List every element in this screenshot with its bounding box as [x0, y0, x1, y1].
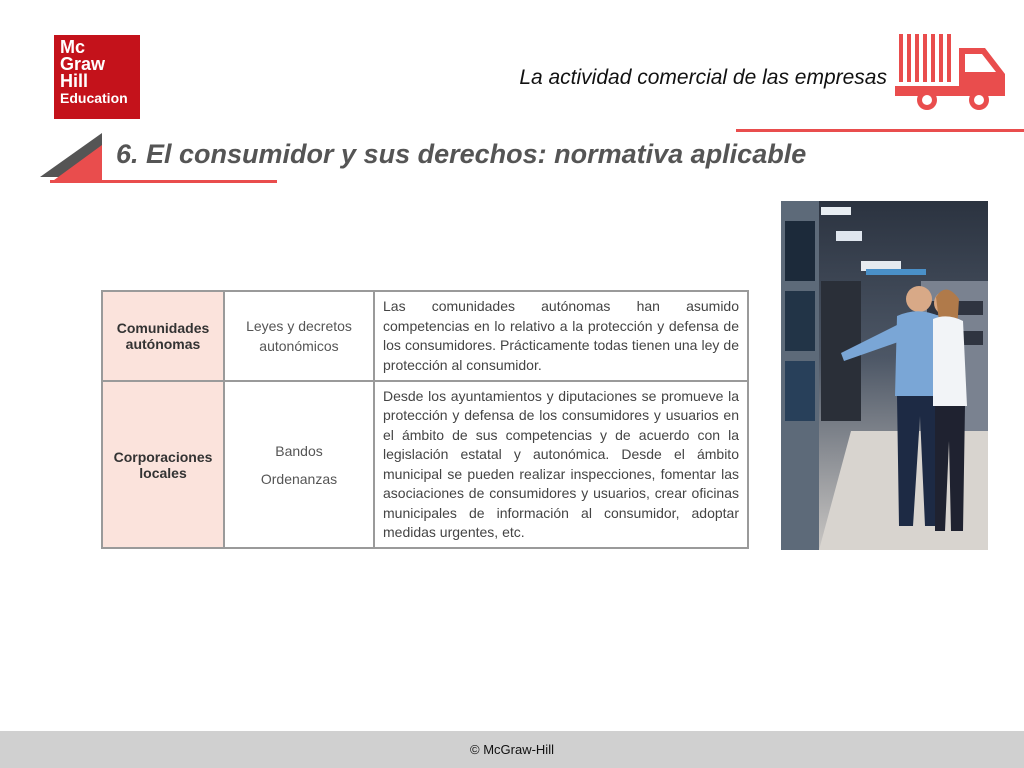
header-divider [736, 129, 1024, 132]
section-title: 6. El consumidor y sus derechos: normativa aplicable [116, 139, 807, 169]
course-title: La actividad comercial de las empresas [519, 66, 887, 89]
store-photo [781, 201, 988, 550]
logo-line-4: Education [60, 90, 128, 106]
entity-cell: Comunidades autónomas [102, 291, 224, 381]
title-triangle-icon [40, 133, 106, 183]
description-cell: Desde los ayuntamientos y diputaciones se promueve la protección y defensa de los consumidores y usuarios en el ámbito de sus competencias y de acuerdo con la legislación estatal y autonómica. Desde el ámbito municipal se pueden realizar inspecciones, fomentar las asociaciones de consumidores y usuarios, crear oficinas municipales de información al consumidor, adoptar medidas urgentes, etc. [374, 381, 748, 548]
law-item: Bandos [275, 442, 323, 459]
table-row [102, 291, 748, 381]
mcgraw-hill-logo [54, 35, 140, 119]
description-cell: Las comunidades autónomas han asumido competencias en lo relativo a la protección y defensa de los consumidores. Prácticamente todas tienen una ley de protección al consumidor. [374, 291, 748, 381]
law-item: Ordenanzas [260, 470, 338, 487]
entity-cell: Corporaciones locales [102, 381, 224, 548]
logo-line-1: Mc [60, 37, 86, 57]
logo-line-3: Hill [60, 71, 89, 91]
footer [0, 731, 1024, 768]
table-row [102, 381, 748, 548]
law-item: Leyes y decretos autonómicos [246, 318, 352, 354]
regulation-table [101, 290, 749, 549]
title-underline [50, 180, 277, 183]
law-cell [224, 291, 374, 381]
truck-icon [893, 34, 1009, 112]
copyright-text: © McGraw-Hill [470, 742, 554, 757]
law-cell [224, 381, 374, 548]
logo-line-2: Graw [60, 54, 106, 74]
